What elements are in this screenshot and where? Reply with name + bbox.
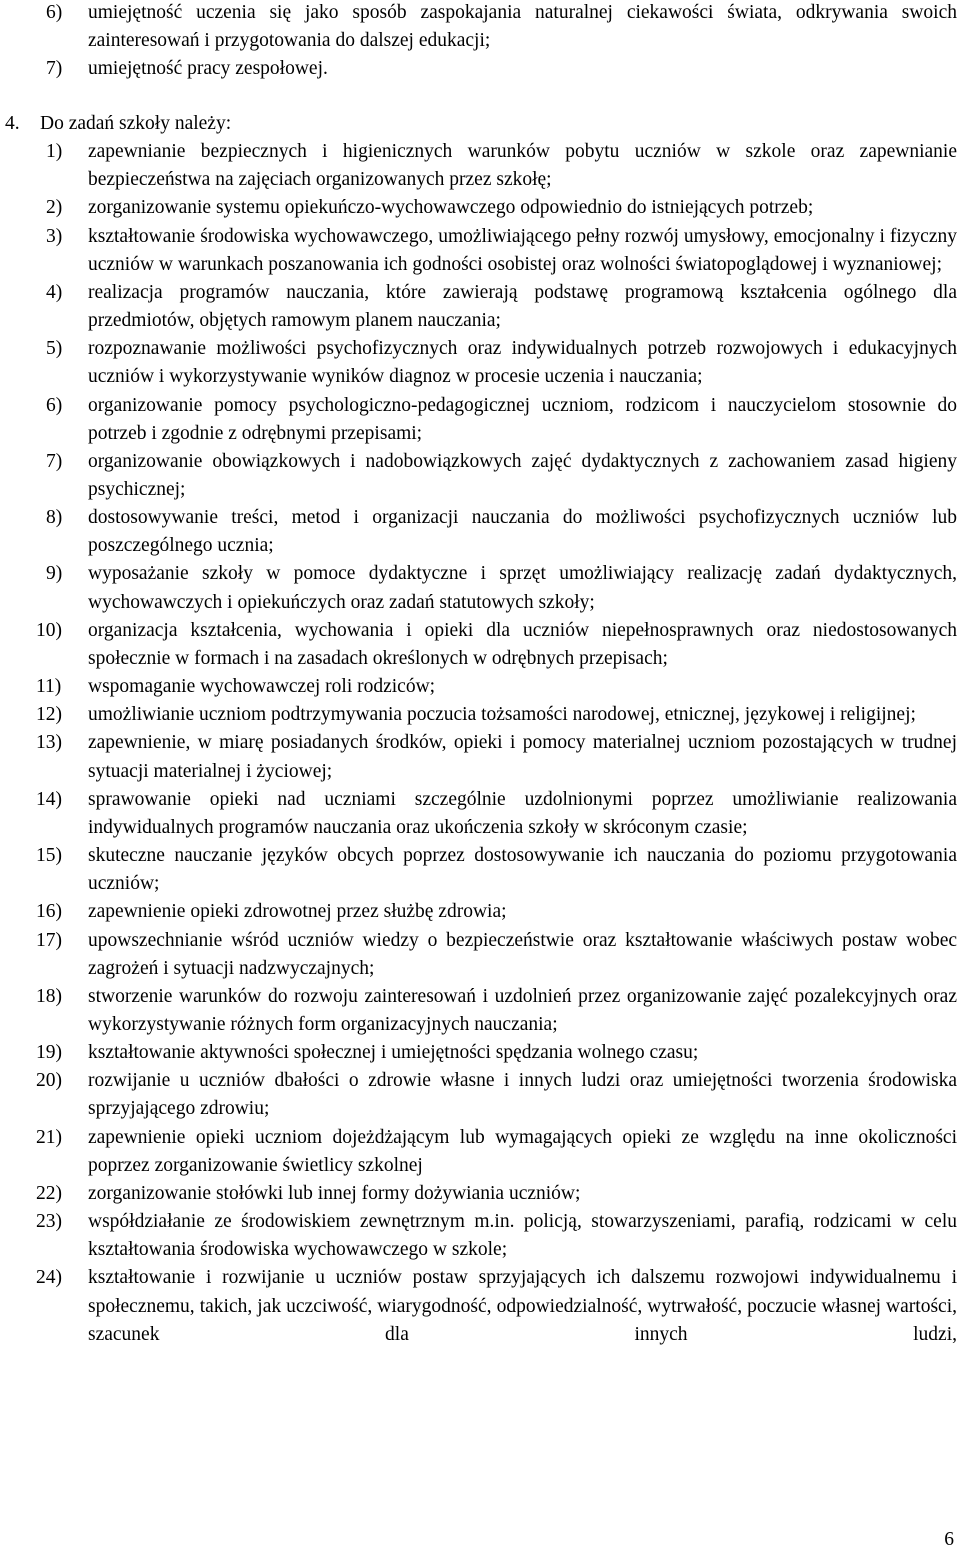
item-number: 18) — [36, 985, 62, 1007]
item-text: rozpoznawanie możliwości psychofizycznych oraz indywidualnych potrzeb rozwojowych i edukacyjnych uczniów i wykorzystywanie wyników diagnoz w procesie uczenia i nauczania; — [88, 338, 957, 388]
item-number: 8) — [46, 507, 63, 529]
list-item — [0, 673, 957, 701]
list-item — [0, 55, 957, 83]
item-text: umiejętność uczenia się jako sposób zaspokajania naturalnej ciekawości świata, odkrywania swoich zainteresowań i przygotowania do dalszej edukacji; — [88, 2, 957, 52]
item-number: 12) — [36, 704, 62, 726]
item-text: rozwijanie u uczniów dbałości o zdrowie własne i innych ludzi oraz umiejętności tworzenia środowiska sprzyjającego zdrowiu; — [88, 1070, 957, 1120]
item-number: 16) — [36, 901, 62, 923]
item-number: 10) — [36, 619, 62, 641]
item-number: 9) — [46, 563, 63, 585]
item-text: współdziałanie ze środowiskiem zewnętrznym m.in. policją, stowarzyszeniami, parafią, rodzicami w celu kształtowania środowiska wychowawczego w szkole; — [88, 1211, 957, 1261]
item-text: zapewnianie bezpiecznych i higienicznych warunków pobytu uczniów w szkole oraz zapewnianie bezpieczeństwa na zajęciach organizowanych przez szkołę; — [88, 141, 957, 191]
item-number: 14) — [36, 788, 62, 810]
item-number: 6) — [46, 2, 63, 23]
list-item — [0, 335, 957, 391]
list-item — [0, 560, 957, 616]
item-number: 20) — [36, 1070, 62, 1092]
list-item — [0, 279, 957, 335]
section-4 — [0, 110, 957, 1349]
item-number: 17) — [36, 929, 62, 951]
item-text: sprawowanie opieki nad uczniami szczególnie uzdolnionymi poprzez umożliwianie realizowania indywidualnych programów nauczania oraz ukończenia szkoły w skróconym czasie; — [88, 788, 957, 838]
item-text: upowszechnianie wśród uczniów wiedzy o bezpieczeństwie oraz kształtowanie właściwych postaw wobec zagrożeń i sytuacji nadzwyczajnych; — [88, 929, 957, 979]
list-item — [0, 194, 957, 222]
page-number: 6 — [944, 1529, 954, 1550]
list-item — [0, 1208, 957, 1264]
item-number: 21) — [36, 1126, 62, 1148]
list-item — [0, 617, 957, 673]
list-item — [0, 504, 957, 560]
item-number: 5) — [46, 338, 63, 360]
item-text: umożliwianie uczniom podtrzymywania poczucia tożsamości narodowej, etnicznej, językowej i religijnej; — [88, 704, 916, 726]
list-item — [0, 729, 957, 785]
list-item — [0, 1124, 957, 1180]
item-text: organizowanie pomocy psychologiczno-pedagogicznej uczniom, rodzicom i nauczycielom stosownie do potrzeb i zgodnie z odrębnymi przepisami; — [88, 394, 957, 444]
item-number: 19) — [36, 1042, 62, 1064]
list-item — [0, 786, 957, 842]
item-number: 4) — [46, 281, 63, 303]
item-number: 15) — [36, 845, 62, 867]
item-number: 7) — [46, 58, 63, 80]
item-number: 3) — [46, 225, 63, 247]
list-item — [0, 701, 957, 729]
list-item — [0, 842, 957, 898]
item-number: 6) — [46, 394, 63, 416]
item-text: organizacja kształcenia, wychowania i opieki dla uczniów niepełnosprawnych oraz niedostosowanych społecznie w formach i na zasadach określonych w odrębnych przepisach; — [88, 619, 957, 669]
item-text: skuteczne nauczanie języków obcych poprzez dostosowywanie ich nauczania do poziomu przygotowania uczniów; — [88, 845, 957, 895]
list-item — [0, 223, 957, 279]
list-item — [0, 1264, 957, 1348]
item-text: wspomaganie wychowawczej roli rodziców; — [88, 676, 436, 698]
task-list — [0, 138, 957, 1349]
item-text: zorganizowanie stołówki lub innej formy dożywiania uczniów; — [88, 1182, 581, 1204]
item-number: 24) — [36, 1267, 62, 1289]
list-item — [0, 0, 957, 55]
list-item — [0, 1180, 957, 1208]
section-number: 4. — [5, 113, 20, 134]
item-text: zapewnienie, w miarę posiadanych środków, opieki i pomocy materialnej uczniom pozostających w trudnej sytuacji materialnej i życiowej; — [88, 732, 957, 782]
item-number: 22) — [36, 1182, 62, 1204]
item-text: wyposażanie szkoły w pomoce dydaktyczne i sprzęt umożliwiający realizację zadań dydaktycznych, wychowawczych i opiekuńczych oraz zadań statutowych szkoły; — [88, 563, 957, 613]
item-number: 13) — [36, 732, 62, 754]
item-number: 1) — [46, 141, 63, 163]
section-heading — [0, 110, 957, 138]
item-text: kształtowanie aktywności społecznej i umiejętności spędzania wolnego czasu; — [88, 1042, 699, 1064]
item-text: kształtowanie środowiska wychowawczego, umożliwiającego pełny rozwój umysłowy, emocjonalny i fizyczny uczniów w warunkach poszanowania ich godności osobistej oraz wolności światopoglądowej i wyznaniowej; — [88, 225, 957, 275]
item-number: 2) — [46, 197, 63, 219]
item-text: organizowanie obowiązkowych i nadobowiązkowych zajęć dydaktycznych z zachowaniem zasad higieny psychicznej; — [88, 450, 957, 501]
list-item — [0, 898, 957, 926]
list-item — [0, 927, 957, 983]
item-text: stworzenie warunków do rozwoju zainteresowań i uzdolnień przez organizowanie zajęć pozalekcyjnych oraz wykorzystywanie różnych form organizacyjnych nauczania; — [88, 985, 957, 1035]
section-title: Do zadań szkoły należy: — [40, 113, 232, 134]
list-item — [0, 392, 957, 448]
list-item — [0, 1039, 957, 1067]
item-text: zorganizowanie systemu opiekuńczo-wychowawczego odpowiednio do istniejących potrzeb; — [88, 197, 814, 219]
list-item — [0, 138, 957, 194]
list-item — [0, 448, 957, 504]
item-text: zapewnienie opieki zdrowotnej przez służbę zdrowia; — [88, 901, 507, 923]
item-text: umiejętność pracy zespołowej. — [88, 58, 328, 80]
item-text: kształtowanie i rozwijanie u uczniów postaw sprzyjających ich dalszemu rozwojowi indywidualnemu i społecznemu, takich, jak uczciwość, wiarygodność, odpowiedzialność, wytrwałość, poczucie własnej wartości, szacunek dla innych ludzi, — [88, 1267, 957, 1345]
item-number: 11) — [36, 676, 62, 698]
item-number: 23) — [36, 1211, 62, 1233]
item-text: realizacja programów nauczania, które zawierają podstawę programową kształcenia ogólnego dla przedmiotów, objętych ramowym planem nauczania; — [88, 281, 957, 332]
item-number: 7) — [46, 450, 63, 472]
item-text: dostosowywanie treści, metod i organizacji nauczania do możliwości psychofizycznych uczniów lub poszczególnego ucznia; — [88, 507, 957, 557]
item-text: zapewnienie opieki uczniom dojeżdżającym lub wymagających opieki ze względu na inne okoliczności poprzez zorganizowanie świetlicy szkolnej — [88, 1126, 957, 1176]
list-item — [0, 1067, 957, 1123]
top-list — [0, 0, 957, 83]
list-item — [0, 983, 957, 1039]
